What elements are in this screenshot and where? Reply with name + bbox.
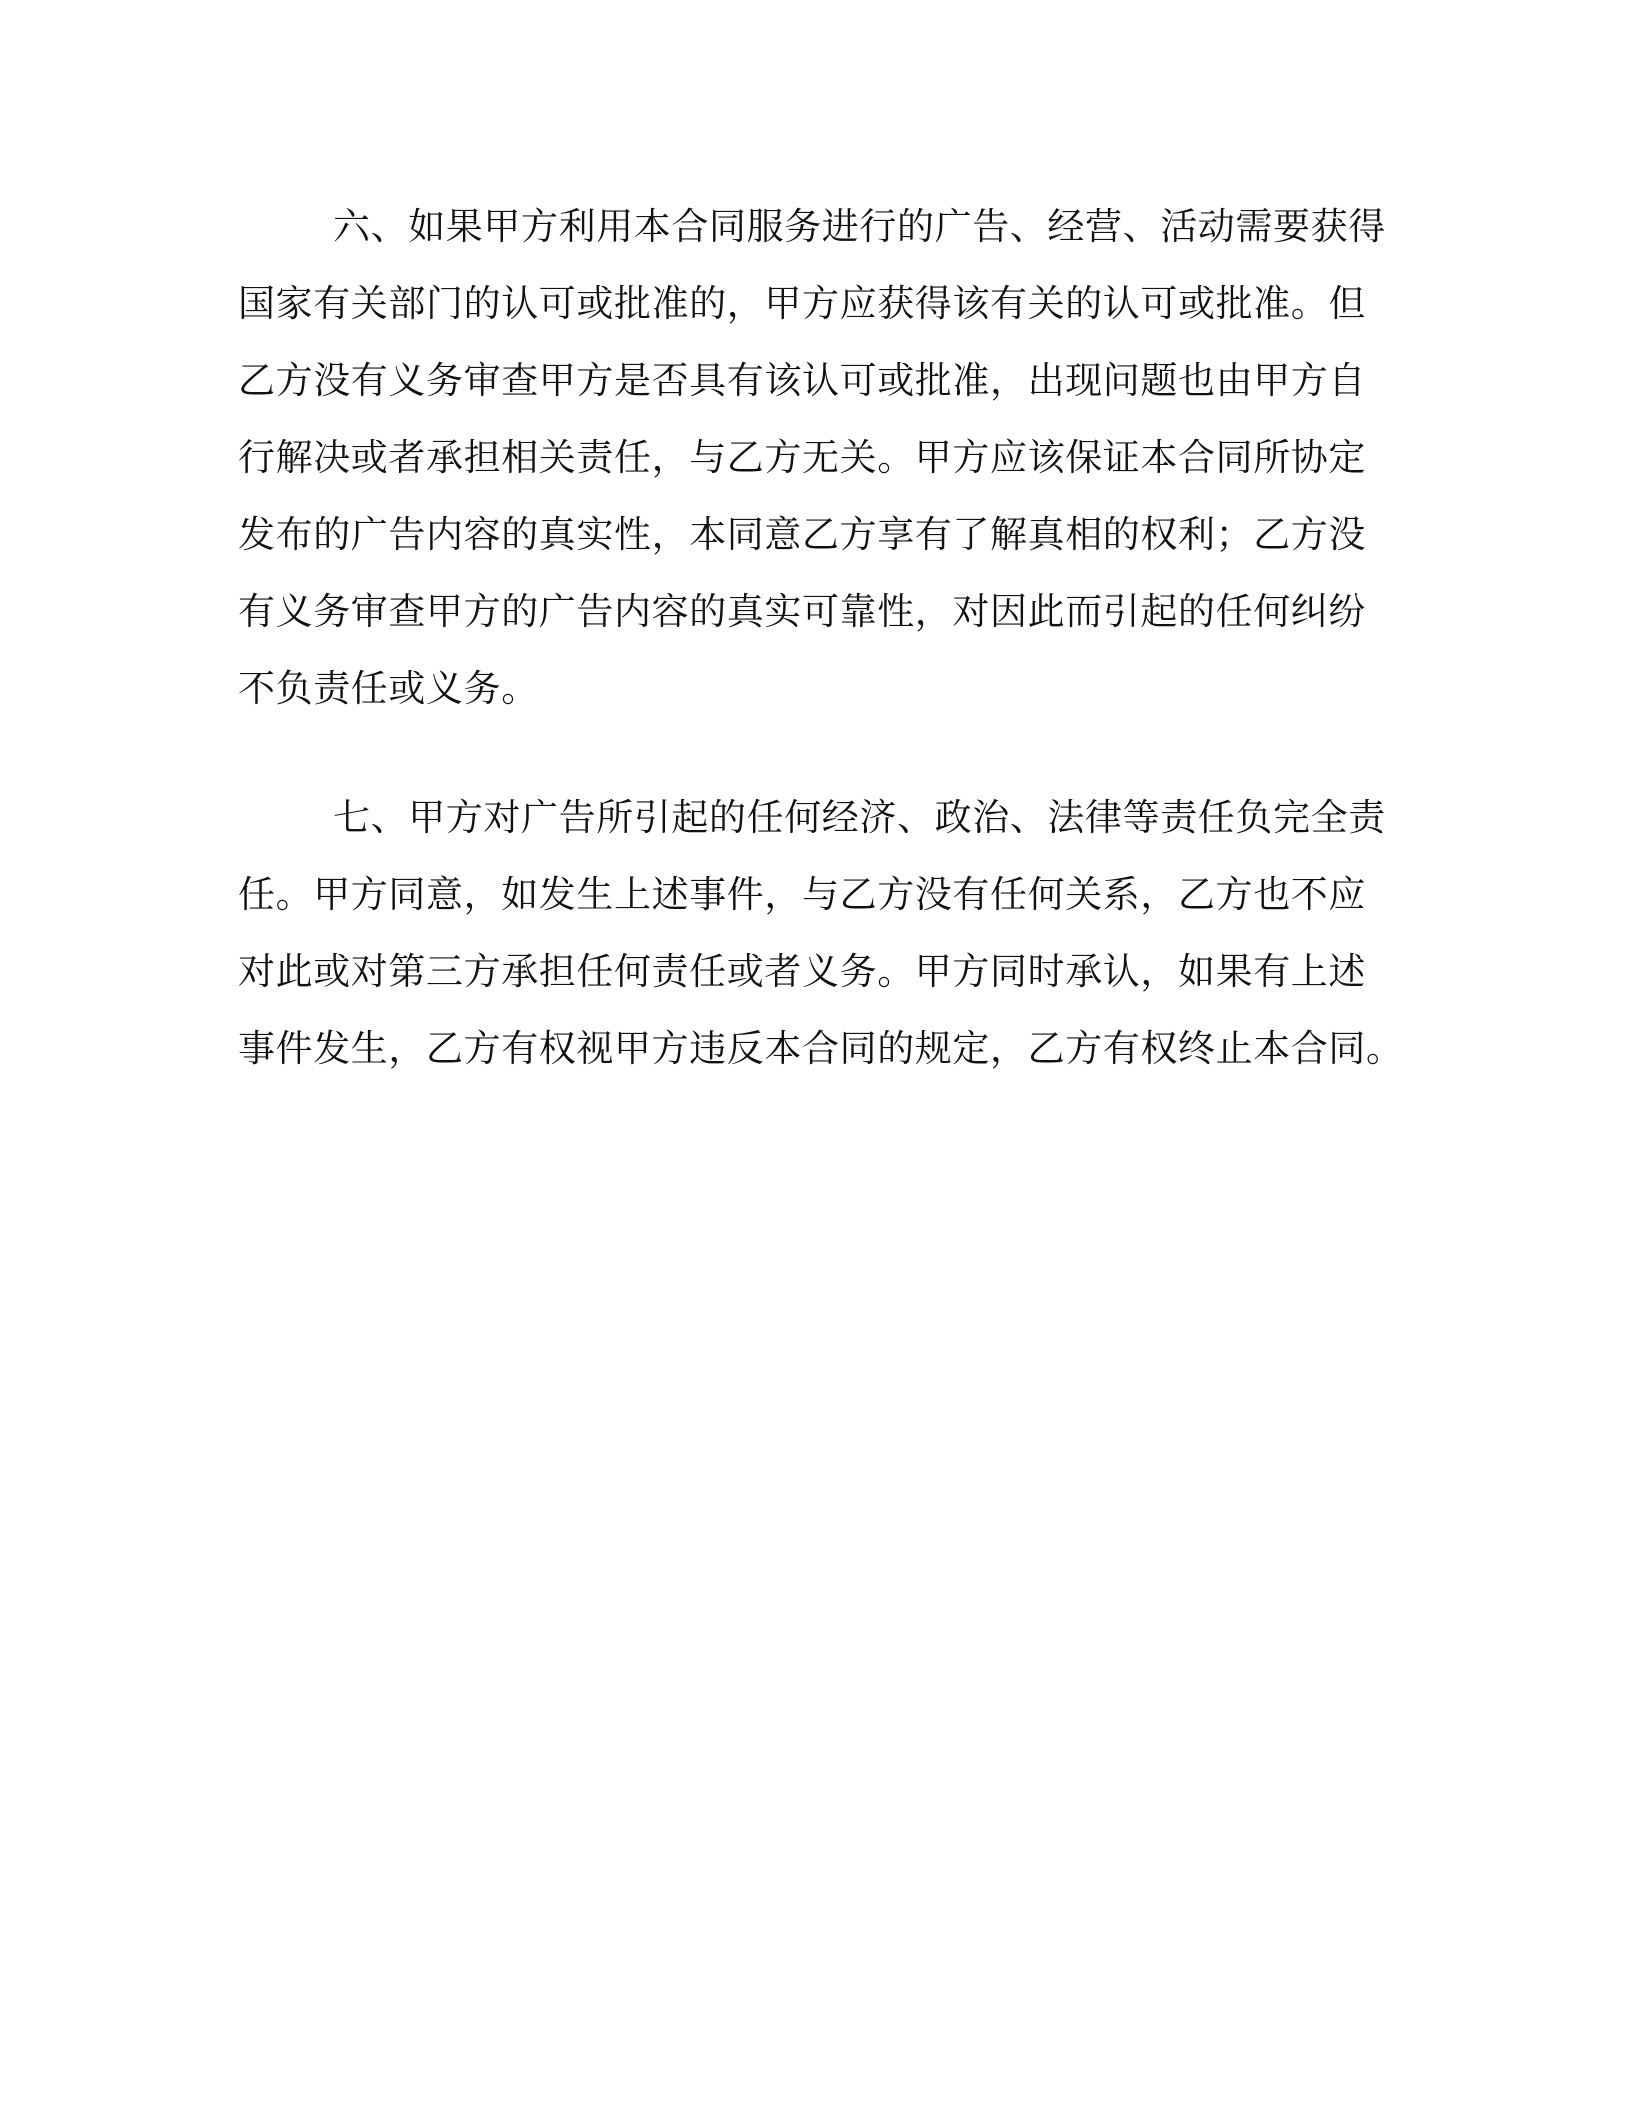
clause-six (238, 188, 1386, 727)
document-body (238, 188, 1404, 1087)
paragraph-line: 国家有关部门的认可或批准的，甲方应获得该有关的认可或批准。但 (238, 282, 1366, 325)
paragraph-line: 发布的广告内容的真实性，本同意乙方享有了解真相的权利；乙方没 (238, 513, 1366, 556)
paragraph-line: 乙方没有义务审查甲方是否具有该认可或批准，出现问题也由甲方自 (238, 359, 1366, 402)
paragraph-spacer (238, 727, 1378, 779)
paragraph-line: 不负责任或义务。 (238, 667, 539, 710)
paragraph-line: 对此或对第三方承担任何责任或者义务。甲方同时承认，如果有上述 (238, 950, 1366, 993)
paragraph-line: 任。甲方同意，如发生上述事件，与乙方没有任何关系，乙方也不应 (238, 873, 1366, 916)
paragraph-line: 六、如果甲方利用本合同服务进行的广告、经营、活动需要获得 (333, 205, 1386, 248)
paragraph-line: 七、甲方对广告所引起的任何经济、政治、法律等责任负完全责 (333, 796, 1386, 839)
clause-seven (238, 779, 1404, 1087)
paragraph-line: 行解决或者承担相关责任，与乙方无关。甲方应该保证本合同所协定 (238, 436, 1366, 479)
paragraph-line: 事件发生，乙方有权视甲方违反本合同的规定，乙方有权终止本合同。 (238, 1027, 1404, 1070)
paragraph-line: 有义务审查甲方的广告内容的真实可靠性，对因此而引起的任何纠纷 (238, 590, 1366, 633)
